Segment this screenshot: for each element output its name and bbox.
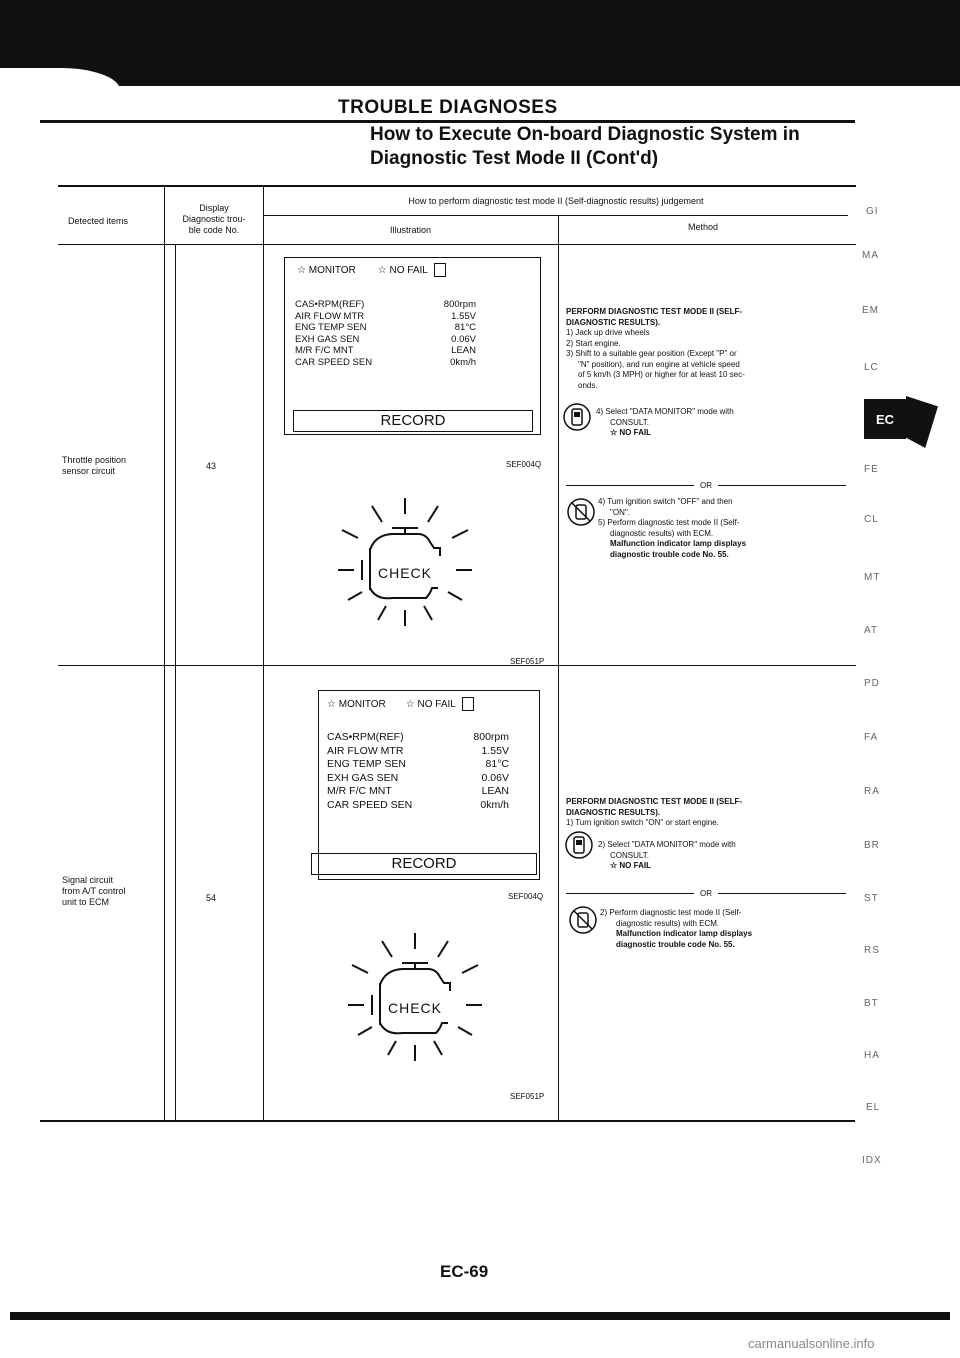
monitor-label: ☆ MONITOR — [327, 698, 386, 710]
record-button: RECORD — [311, 853, 537, 875]
no-fail-label: ☆ NO FAIL — [405, 698, 456, 710]
monitor-line: EXH GAS SEN 0.06V — [295, 333, 476, 345]
header-bottom-rule — [58, 244, 856, 245]
side-tab-ra: RA — [864, 786, 880, 797]
side-tab-bt: BT — [864, 998, 879, 1009]
side-tab-pd: PD — [864, 678, 880, 689]
monitor-line: ENG TEMP SEN 81°C — [327, 758, 509, 770]
row1-alt-steps: 4) Turn ignition switch "OFF" and then "ON". 5) Perform diagnostic test mode II (Self- diagnostic results) with ECM. Malfunction indicator lamp displays diagnostic trouble code No. 55. — [598, 497, 747, 559]
col-divider-3 — [558, 215, 559, 1120]
title-rule — [40, 120, 855, 123]
top-banner — [0, 0, 960, 86]
side-tab-el: EL — [866, 1102, 881, 1113]
page-subtitle-line1: How to Execute On-board Diagnostic System in — [370, 124, 800, 145]
col-divider-2 — [263, 187, 264, 1120]
figure-code: SEF051P — [510, 657, 545, 666]
no-tools-icon — [568, 905, 598, 935]
consult-tool-icon — [564, 830, 594, 860]
side-tab-cl: CL — [864, 514, 879, 525]
monitor-values — [319, 711, 539, 812]
table-top-rule — [58, 185, 856, 187]
monitor-line: CAS•RPM(REF) 800rpm — [327, 731, 509, 743]
row1-detected-item: Throttle position sensor circuit — [62, 455, 127, 476]
side-tab-lc: LC — [864, 362, 879, 373]
row1-code: 43 — [206, 461, 217, 471]
row1-monitor-screen — [284, 257, 541, 435]
monitor-label: ☆ MONITOR — [297, 264, 356, 276]
side-tab-idx: IDX — [862, 1155, 882, 1166]
header-illustration: Illustration — [389, 225, 432, 235]
row2-code: 54 — [206, 893, 217, 903]
monitor-line: CAR SPEED SEN 0km/h — [295, 356, 476, 368]
consult-tool-icon — [562, 402, 592, 432]
check-engine-lamp-icon — [330, 490, 480, 635]
table-bottom-rule — [40, 1120, 855, 1122]
watermark: carmanualsonline.info — [748, 1336, 875, 1351]
monitor-line: CAS•RPM(REF) 800rpm — [295, 299, 476, 310]
row2-alt-steps: 2) Perform diagnostic test mode II (Self- diagnostic results) with ECM. Malfunction indicator lamp displays diagnostic trouble code No. 55. — [600, 908, 753, 949]
section-title: TROUBLE DIAGNOSES — [338, 97, 558, 118]
side-tab-ma: MA — [862, 250, 879, 261]
row-divider — [58, 665, 856, 666]
no-fail-label: ☆ NO FAIL — [377, 264, 428, 276]
page-subtitle-line2: Diagnostic Test Mode II (Cont'd) — [370, 148, 659, 169]
monitor-line: M/R F/C MNT LEAN — [295, 345, 476, 356]
monitor-line: M/R F/C MNT LEAN — [327, 785, 509, 797]
side-tab-at: AT — [864, 625, 879, 636]
side-tab-fe: FE — [864, 464, 879, 475]
row1-consult-step: 4) Select "DATA MONITOR" mode with CONSULT. ☆ NO FAIL — [596, 407, 734, 437]
check-label: CHECK — [388, 1000, 443, 1016]
check-label: CHECK — [378, 565, 433, 581]
col-divider-1b — [175, 244, 176, 1120]
monitor-values — [285, 277, 540, 368]
side-tab-gi: GI — [866, 206, 879, 217]
ec-tab-edge — [906, 396, 938, 448]
side-tab-ec-active: EC — [864, 399, 906, 439]
row2-monitor-screen — [318, 690, 540, 880]
row2-method: PERFORM DIAGNOSTIC TEST MODE II (SELF- DIAGNOSTIC RESULTS). 1) Turn ignition switch "ON" or start engine. — [566, 797, 742, 827]
header-display: Display Diagnostic trou- ble code No. — [182, 203, 246, 235]
checkbox-icon — [462, 697, 474, 711]
side-tab-mt: MT — [864, 572, 881, 583]
no-tools-icon — [566, 497, 596, 527]
figure-code: SEF004Q — [508, 892, 544, 901]
page-number: EC-69 — [440, 1262, 489, 1281]
check-engine-lamp-icon — [340, 925, 490, 1070]
side-tab-em: EM — [862, 305, 879, 316]
monitor-line: AIR FLOW MTR 1.55V — [295, 310, 476, 322]
row2-detected-item: Signal circuit from A/T control unit to ECM — [62, 875, 126, 907]
or-separator: OR — [566, 481, 846, 490]
checkbox-icon — [434, 263, 446, 277]
row2-consult-step: 2) Select "DATA MONITOR" mode with CONSULT. ☆ NO FAIL — [598, 840, 736, 870]
side-tab-rs: RS — [864, 945, 880, 956]
record-button: RECORD — [293, 410, 533, 432]
figure-code: SEF004Q — [506, 460, 542, 469]
monitor-line: AIR FLOW MTR 1.55V — [327, 744, 509, 757]
header-detected-items: Detected items — [67, 216, 129, 226]
side-tab-ha: HA — [864, 1050, 880, 1061]
side-tab-st: ST — [864, 893, 879, 904]
header-how-to: How to perform diagnostic test mode II (Self-diagnostic results) judgement — [408, 196, 704, 206]
monitor-line: ENG TEMP SEN 81°C — [295, 322, 476, 333]
side-tab-br: BR — [864, 840, 880, 851]
header-method: Method — [687, 222, 719, 232]
header-split-rule — [263, 215, 848, 216]
monitor-line: EXH GAS SEN 0.06V — [327, 771, 509, 784]
monitor-line: CAR SPEED SEN 0km/h — [327, 798, 509, 811]
col-divider-1 — [164, 187, 165, 1120]
row1-method: PERFORM DIAGNOSTIC TEST MODE II (SELF- DIAGNOSTIC RESULTS). 1) Jack up drive wheels 2) Start engine. 3) Shift to a suitable gear position (Except "P" or "N" position), and run engine at vehicle speed of 5 km/h (3 MPH) or higher for at least 10 sec- onds. — [566, 307, 745, 390]
or-separator: OR — [566, 889, 846, 898]
bottom-rule — [10, 1312, 950, 1320]
figure-code: SEF051P — [510, 1092, 545, 1101]
side-tab-fa: FA — [864, 732, 879, 743]
